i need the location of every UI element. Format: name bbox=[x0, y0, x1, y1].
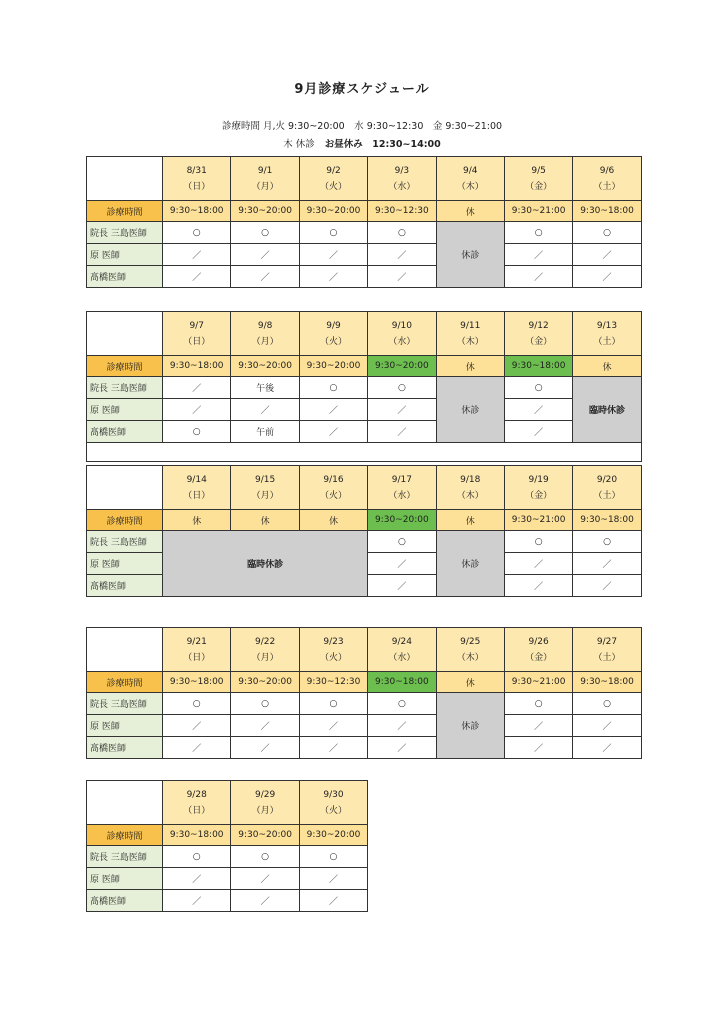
date-header-cell bbox=[504, 628, 572, 672]
date-header-cell bbox=[231, 157, 299, 201]
availability-cell: ／ bbox=[231, 868, 299, 890]
date-header-cell bbox=[163, 157, 231, 201]
availability-cell: ○ bbox=[163, 693, 231, 715]
availability-cell: ／ bbox=[231, 266, 299, 288]
availability-cell: ○ bbox=[163, 421, 231, 443]
availability-cell: ／ bbox=[573, 244, 641, 266]
date-label: 9/11 bbox=[460, 320, 481, 331]
weekday-label: （日） bbox=[183, 652, 211, 663]
availability-cell: ○ bbox=[504, 222, 572, 244]
date-header-cell bbox=[163, 466, 231, 510]
date-label: 9/21 bbox=[186, 636, 207, 647]
schedule-table-week-2 bbox=[86, 311, 642, 462]
date-label: 9/17 bbox=[391, 474, 412, 485]
hours-cell: 9:30~20:00 bbox=[299, 825, 367, 846]
availability-cell: ／ bbox=[299, 399, 367, 421]
availability-cell: ／ bbox=[231, 715, 299, 737]
availability-cell: ／ bbox=[368, 575, 436, 597]
hours-cell: 9:30~18:00 bbox=[573, 201, 641, 222]
weekday-label: （日） bbox=[183, 490, 211, 501]
availability-cell: ／ bbox=[504, 715, 572, 737]
availability-cell: ○ bbox=[368, 377, 436, 399]
availability-cell: ／ bbox=[231, 244, 299, 266]
availability-cell: ○ bbox=[299, 846, 367, 868]
weekday-label: （木） bbox=[456, 181, 484, 192]
hours-cell: 休 bbox=[163, 510, 231, 531]
availability-cell: ○ bbox=[368, 222, 436, 244]
date-label: 9/28 bbox=[186, 789, 207, 800]
hours-cell: 9:30~18:00 bbox=[368, 672, 436, 693]
doctor-hara-label: 原 医師 bbox=[87, 553, 163, 575]
availability-cell: ○ bbox=[368, 531, 436, 553]
availability-cell: ／ bbox=[231, 399, 299, 421]
date-label: 9/16 bbox=[323, 474, 344, 485]
availability-cell: ○ bbox=[299, 222, 367, 244]
date-header-cell bbox=[573, 466, 641, 510]
date-label: 9/22 bbox=[254, 636, 276, 647]
availability-cell: ○ bbox=[368, 693, 436, 715]
weekday-label: （土） bbox=[593, 181, 621, 192]
date-header-cell bbox=[436, 312, 504, 356]
availability-cell: ／ bbox=[368, 421, 436, 443]
doctor-mishima-label: 院長 三島医師 bbox=[87, 531, 163, 553]
weekday-label: （金） bbox=[525, 652, 553, 663]
availability-cell: ○ bbox=[299, 693, 367, 715]
date-header-cell bbox=[231, 312, 299, 356]
schedule-table-week-3 bbox=[86, 465, 642, 597]
doctor-hara-label: 原 医師 bbox=[87, 244, 163, 266]
date-label: 9/10 bbox=[391, 320, 412, 331]
weekday-label: （日） bbox=[183, 181, 211, 192]
hours-cell: 9:30~21:00 bbox=[504, 672, 572, 693]
hours-cell: 9:30~20:00 bbox=[299, 356, 367, 377]
weekday-label: （水） bbox=[388, 181, 416, 192]
closed-day-note bbox=[0, 136, 724, 150]
weekday-label: （火） bbox=[319, 181, 347, 192]
closed-cell: 休診 bbox=[436, 377, 504, 443]
availability-cell: ／ bbox=[299, 715, 367, 737]
doctor-mishima-label: 院長 三島医師 bbox=[87, 693, 163, 715]
hours-cell: 9:30~18:00 bbox=[163, 356, 231, 377]
availability-cell: ／ bbox=[504, 399, 572, 421]
availability-cell: ／ bbox=[299, 890, 367, 912]
availability-cell: ／ bbox=[299, 266, 367, 288]
hours-cell: 9:30~20:00 bbox=[368, 510, 436, 531]
doctor-hara-label: 原 医師 bbox=[87, 868, 163, 890]
doctor-takahashi-label: 髙橋医師 bbox=[87, 421, 163, 443]
availability-cell: ○ bbox=[299, 377, 367, 399]
weekday-label: （月） bbox=[251, 336, 279, 347]
availability-cell: ／ bbox=[368, 737, 436, 759]
doctor-takahashi-label: 髙橋医師 bbox=[87, 266, 163, 288]
doctor-hara-label: 原 医師 bbox=[87, 715, 163, 737]
availability-cell: ○ bbox=[504, 693, 572, 715]
date-header-cell bbox=[299, 466, 367, 510]
date-label: 9/24 bbox=[391, 636, 412, 647]
weekday-label: （水） bbox=[388, 336, 416, 347]
hours-cell: 休 bbox=[436, 201, 504, 222]
weekday-label: （金） bbox=[525, 336, 553, 347]
availability-cell: ／ bbox=[231, 737, 299, 759]
weekday-label: （火） bbox=[319, 805, 347, 816]
availability-cell: ／ bbox=[368, 715, 436, 737]
date-label: 8/31 bbox=[186, 165, 207, 176]
hours-cell: 休 bbox=[573, 356, 641, 377]
doctor-mishima-label: 院長 三島医師 bbox=[87, 377, 163, 399]
page-title: 9月診療スケジュール bbox=[294, 82, 430, 97]
date-label: 9/4 bbox=[463, 165, 478, 176]
availability-cell: ／ bbox=[163, 266, 231, 288]
date-label: 9/27 bbox=[596, 636, 618, 647]
hours-cell: 9:30~18:00 bbox=[163, 825, 231, 846]
date-header-cell bbox=[504, 466, 572, 510]
date-header-cell bbox=[368, 466, 436, 510]
availability-cell: ／ bbox=[368, 399, 436, 421]
hours-cell: 9:30~20:00 bbox=[231, 201, 299, 222]
hours-row-label: 診療時間 bbox=[87, 672, 163, 693]
doctor-hara-label: 原 医師 bbox=[87, 399, 163, 421]
hours-cell: 9:30~20:00 bbox=[231, 672, 299, 693]
weekday-label: （月） bbox=[251, 652, 279, 663]
hours-cell: 9:30~18:00 bbox=[573, 672, 641, 693]
table-corner bbox=[87, 628, 163, 672]
date-label: 9/5 bbox=[531, 165, 546, 176]
availability-cell: ／ bbox=[504, 421, 572, 443]
doctor-takahashi-label: 髙橋医師 bbox=[87, 575, 163, 597]
date-header-cell bbox=[573, 312, 641, 356]
availability-cell: ／ bbox=[573, 737, 641, 759]
weekday-label: （火） bbox=[319, 652, 347, 663]
availability-cell: 午前 bbox=[231, 421, 299, 443]
hours-cell: 9:30~12:30 bbox=[299, 672, 367, 693]
hours-cell: 9:30~20:00 bbox=[231, 356, 299, 377]
weekday-label: （木） bbox=[456, 336, 484, 347]
availability-cell: ／ bbox=[163, 868, 231, 890]
availability-cell: ／ bbox=[504, 553, 572, 575]
date-header-cell bbox=[368, 312, 436, 356]
hours-cell: 9:30~18:00 bbox=[163, 672, 231, 693]
date-label: 9/23 bbox=[323, 636, 344, 647]
date-label: 9/19 bbox=[528, 474, 549, 485]
lunch-break-note: お昼休み 12:30~14:00 bbox=[324, 139, 441, 150]
date-label: 9/29 bbox=[254, 789, 276, 800]
date-header-cell bbox=[163, 781, 231, 825]
schedule-table-week-4 bbox=[86, 627, 642, 759]
date-header-cell bbox=[436, 466, 504, 510]
availability-cell: ○ bbox=[163, 222, 231, 244]
availability-cell: ／ bbox=[504, 575, 572, 597]
date-header-cell bbox=[504, 157, 572, 201]
date-header-cell bbox=[163, 628, 231, 672]
hours-row-label: 診療時間 bbox=[87, 510, 163, 531]
availability-cell: ／ bbox=[504, 244, 572, 266]
schedule-table-week-1 bbox=[86, 156, 642, 288]
availability-cell: ／ bbox=[299, 737, 367, 759]
availability-cell: ／ bbox=[368, 266, 436, 288]
weekday-label: （火） bbox=[319, 490, 347, 501]
weekday-label: （水） bbox=[388, 652, 416, 663]
availability-cell: ○ bbox=[163, 846, 231, 868]
closed-cell: 休診 bbox=[436, 693, 504, 759]
hours-cell: 9:30~18:00 bbox=[573, 510, 641, 531]
availability-cell: ○ bbox=[231, 693, 299, 715]
hours-cell: 9:30~21:00 bbox=[504, 510, 572, 531]
availability-cell: ／ bbox=[163, 890, 231, 912]
availability-cell: ／ bbox=[368, 244, 436, 266]
schedule-table-week-5 bbox=[86, 780, 368, 912]
hours-cell: 休 bbox=[436, 356, 504, 377]
hours-cell: 9:30~21:00 bbox=[504, 201, 572, 222]
weekday-label: （日） bbox=[183, 336, 211, 347]
date-label: 9/12 bbox=[528, 320, 549, 331]
date-header-cell bbox=[231, 628, 299, 672]
table-corner bbox=[87, 781, 163, 825]
doctor-takahashi-label: 髙橋医師 bbox=[87, 737, 163, 759]
availability-cell: 午後 bbox=[231, 377, 299, 399]
weekday-label: （火） bbox=[319, 336, 347, 347]
availability-cell: ／ bbox=[368, 553, 436, 575]
availability-cell: ／ bbox=[163, 377, 231, 399]
date-label: 9/13 bbox=[596, 320, 618, 331]
availability-cell: ○ bbox=[231, 222, 299, 244]
date-label: 9/30 bbox=[323, 789, 344, 800]
date-header-cell bbox=[436, 628, 504, 672]
closed-cell: 休診 bbox=[436, 222, 504, 288]
date-label: 9/20 bbox=[596, 474, 618, 485]
date-header-cell bbox=[163, 312, 231, 356]
availability-cell: ○ bbox=[504, 531, 572, 553]
date-header-cell bbox=[573, 628, 641, 672]
weekday-label: （木） bbox=[456, 652, 484, 663]
hours-cell: 休 bbox=[436, 672, 504, 693]
hours-cell: 休 bbox=[436, 510, 504, 531]
weekday-label: （土） bbox=[593, 490, 621, 501]
date-header-cell bbox=[368, 628, 436, 672]
date-label: 9/25 bbox=[460, 636, 481, 647]
date-label: 9/26 bbox=[528, 636, 549, 647]
weekday-label: （木） bbox=[456, 490, 484, 501]
availability-cell: ／ bbox=[573, 715, 641, 737]
weekday-label: （水） bbox=[388, 490, 416, 501]
availability-cell: ／ bbox=[504, 737, 572, 759]
date-label: 9/1 bbox=[257, 165, 273, 176]
weekday-label: （土） bbox=[593, 336, 621, 347]
weekday-label: （金） bbox=[525, 181, 553, 192]
temporary-closed-cell: 臨時休診 bbox=[163, 531, 368, 597]
availability-cell: ○ bbox=[573, 693, 641, 715]
availability-cell: ○ bbox=[573, 222, 641, 244]
hours-cell: 9:30~18:00 bbox=[163, 201, 231, 222]
availability-cell: ／ bbox=[504, 266, 572, 288]
availability-cell: ／ bbox=[573, 575, 641, 597]
date-label: 9/7 bbox=[189, 320, 204, 331]
date-label: 9/18 bbox=[460, 474, 481, 485]
availability-cell: ／ bbox=[231, 890, 299, 912]
hours-row-label: 診療時間 bbox=[87, 356, 163, 377]
weekday-label: （土） bbox=[593, 652, 621, 663]
availability-cell: ／ bbox=[163, 737, 231, 759]
table-corner bbox=[87, 466, 163, 510]
date-label: 9/2 bbox=[326, 165, 341, 176]
weekday-label: （月） bbox=[251, 490, 279, 501]
thursday-closed-note: 木 休診 bbox=[283, 139, 315, 150]
temporary-closed-cell: 臨時休診 bbox=[573, 377, 641, 443]
hours-cell: 9:30~12:30 bbox=[368, 201, 436, 222]
availability-cell: ／ bbox=[299, 868, 367, 890]
date-header-cell bbox=[368, 157, 436, 201]
date-label: 9/9 bbox=[326, 320, 341, 331]
hours-cell: 9:30~20:00 bbox=[231, 825, 299, 846]
date-label: 9/6 bbox=[599, 165, 615, 176]
hours-cell: 休 bbox=[299, 510, 367, 531]
hours-cell: 9:30~20:00 bbox=[368, 356, 436, 377]
clinic-hours-note: 診療時間 月,火 9:30~20:00 水 9:30~12:30 金 9:30~21:00 bbox=[221, 121, 503, 132]
availability-cell: ／ bbox=[299, 421, 367, 443]
date-header-cell bbox=[299, 157, 367, 201]
availability-cell: ／ bbox=[573, 266, 641, 288]
weekday-label: （日） bbox=[183, 805, 211, 816]
date-header-cell bbox=[299, 781, 367, 825]
date-header-cell bbox=[573, 157, 641, 201]
availability-cell: ／ bbox=[299, 244, 367, 266]
weekday-label: （月） bbox=[251, 181, 279, 192]
doctor-mishima-label: 院長 三島医師 bbox=[87, 846, 163, 868]
weekday-label: （月） bbox=[251, 805, 279, 816]
date-label: 9/15 bbox=[254, 474, 276, 485]
availability-cell: ／ bbox=[163, 244, 231, 266]
date-label: 9/14 bbox=[186, 474, 207, 485]
availability-cell: ○ bbox=[573, 531, 641, 553]
hours-cell: 9:30~20:00 bbox=[299, 201, 367, 222]
hours-cell: 休 bbox=[231, 510, 299, 531]
hours-cell: 9:30~18:00 bbox=[504, 356, 572, 377]
date-header-cell bbox=[436, 157, 504, 201]
doctor-takahashi-label: 髙橋医師 bbox=[87, 890, 163, 912]
hours-row-label: 診療時間 bbox=[87, 825, 163, 846]
hours-row-label: 診療時間 bbox=[87, 201, 163, 222]
availability-cell: ○ bbox=[231, 846, 299, 868]
date-header-cell bbox=[299, 628, 367, 672]
closed-cell: 休診 bbox=[436, 531, 504, 597]
availability-cell: ／ bbox=[163, 715, 231, 737]
date-header-cell bbox=[231, 466, 299, 510]
table-corner bbox=[87, 157, 163, 201]
date-label: 9/8 bbox=[257, 320, 273, 331]
availability-cell: ○ bbox=[504, 377, 572, 399]
availability-cell: ／ bbox=[573, 553, 641, 575]
date-header-cell bbox=[299, 312, 367, 356]
spacer-row bbox=[87, 443, 642, 462]
doctor-mishima-label: 院長 三島医師 bbox=[87, 222, 163, 244]
date-header-cell bbox=[231, 781, 299, 825]
date-label: 9/3 bbox=[394, 165, 410, 176]
availability-cell: ／ bbox=[163, 399, 231, 421]
date-header-cell bbox=[504, 312, 572, 356]
weekday-label: （金） bbox=[525, 490, 553, 501]
table-corner bbox=[87, 312, 163, 356]
